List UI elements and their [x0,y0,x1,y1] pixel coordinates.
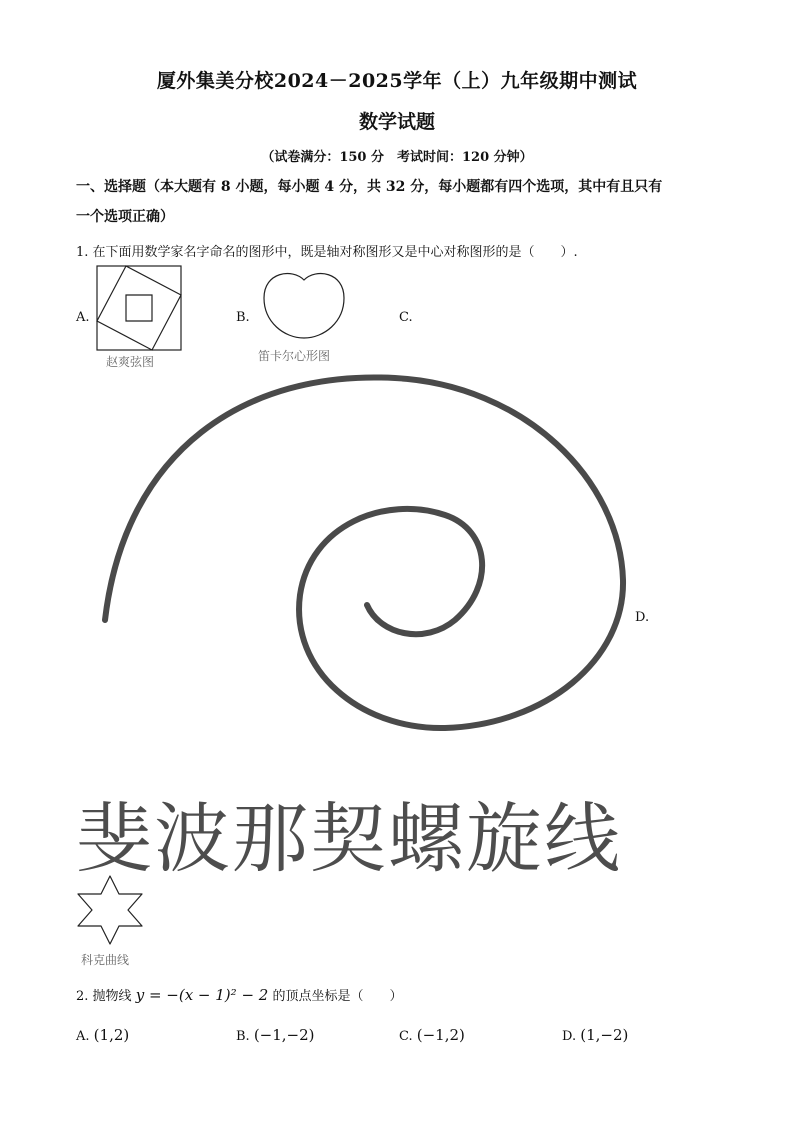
question-1-text: 在下面用数学家名字命名的图形中，既是轴对称图形又是中心对称图形的是（ ）. [92,245,578,260]
exam-subtitle: 数学试题 [358,111,435,133]
q1-option-b-caption: 笛卡尔心形图 [258,349,331,363]
q2-option-a-value: (1,2) [93,1026,130,1044]
question-2-formula: y = −(x − 1)² − 2 [135,986,269,1004]
q2-option-c[interactable] [399,1026,465,1044]
q2-option-c-label: C. [399,1029,413,1044]
q2-option-c-value: (−1,2) [416,1026,465,1044]
question-2-number: 2. [76,989,89,1004]
section-heading [76,172,736,232]
section-heading-line2: 一个选项正确） [76,209,174,225]
q2-option-d-label: D. [562,1029,577,1044]
exam-title: 厦外集美分校2024－2025学年（上）九年级期中测试 [156,70,638,92]
q1-option-a-label[interactable]: A. [76,310,90,325]
q1-option-d-label[interactable]: D. [635,610,650,625]
zhao-shuang-square-icon [96,265,182,351]
q1-option-c-caption: 斐波那契螺旋线 [76,794,622,883]
fibonacci-spiral-icon [95,370,635,750]
q2-option-d-value: (1,−2) [580,1026,629,1044]
question-1 [76,241,578,260]
q1-option-a-caption: 赵爽弦图 [106,355,155,369]
q2-option-d[interactable] [562,1026,628,1044]
q2-option-b-value: (−1,−2) [253,1026,315,1044]
q1-option-b-label[interactable]: B. [236,310,250,325]
q1-option-c-label[interactable]: C. [399,310,413,325]
q2-option-a-label: A. [76,1029,90,1044]
exam-meta: （试卷满分：150 分 考试时间：120 分钟） [261,150,533,165]
q1-option-d-caption: 科克曲线 [81,953,130,967]
question-2-text-after: 的顶点坐标是（ ） [272,989,403,1004]
section-heading-line1: 一、选择题（本大题有 8 小题，每小题 4 分，共 32 分，每小题都有四个选项，其中有且只有 [76,179,663,195]
question-2-text-before: 抛物线 [92,989,132,1004]
q2-option-b-label: B. [236,1029,250,1044]
cardioid-icon [262,270,346,340]
koch-star-icon [74,874,146,946]
question-2 [76,985,402,1004]
q2-option-a[interactable] [76,1026,129,1044]
q2-option-b[interactable] [236,1026,315,1044]
question-1-number: 1. [76,245,89,260]
